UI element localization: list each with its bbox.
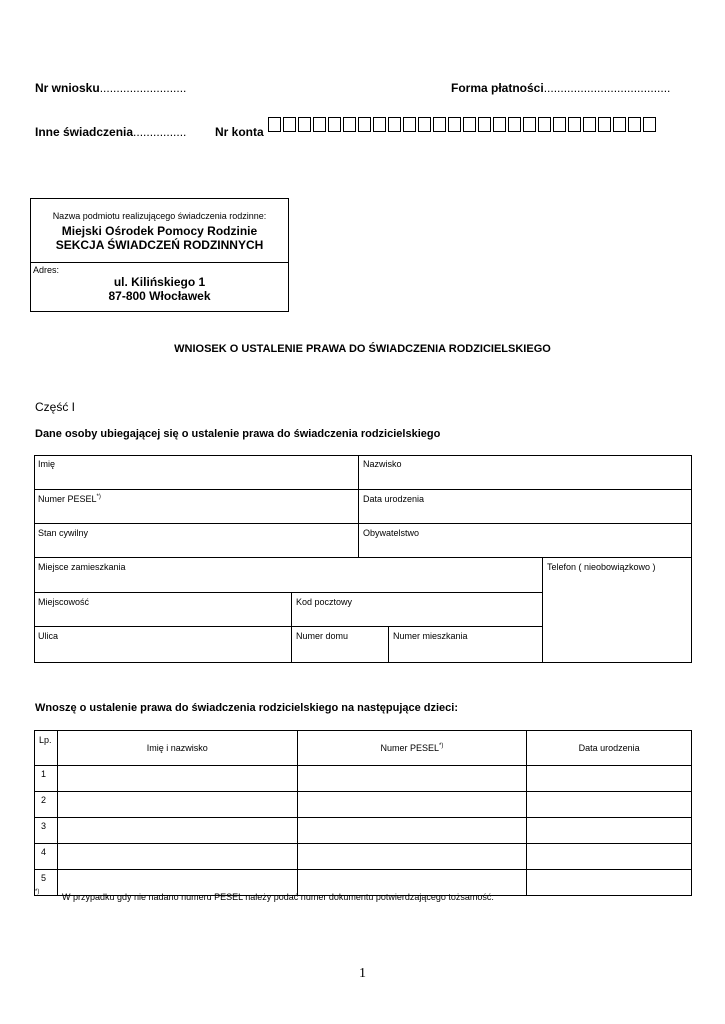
account-digit-box[interactable]	[538, 117, 551, 132]
table-row	[35, 818, 692, 844]
child-name-cell[interactable]	[57, 844, 297, 870]
institution-label: Nazwa podmiotu realizującego świadczenia rodzinne:	[52, 211, 267, 221]
table-row	[35, 792, 692, 818]
account-digit-box[interactable]	[583, 117, 596, 132]
footnote-mark: *)	[35, 889, 40, 895]
institution-address-section	[31, 263, 288, 303]
table-row	[35, 766, 692, 792]
nazwisko-field[interactable]	[358, 455, 692, 490]
part-label: Część I	[35, 400, 76, 414]
account-digit-box[interactable]	[553, 117, 566, 132]
account-digit-box[interactable]	[358, 117, 371, 132]
numer-domu-label: Numer domu	[296, 631, 349, 641]
ulica-label: Ulica	[38, 631, 59, 641]
nr-konta-label: Nr konta	[215, 125, 264, 139]
table-row	[35, 844, 692, 870]
child-birthdate-cell[interactable]	[527, 844, 692, 870]
data-urodzenia-field[interactable]	[358, 489, 692, 524]
account-digit-box[interactable]	[388, 117, 401, 132]
section2-heading: Wnoszę o ustalenie prawa do świadczenia rodzicielskiego na następujące dzieci:	[35, 702, 459, 714]
institution-name-line1: Miejski Ośrodek Pomocy Rodzinie	[61, 224, 258, 238]
account-digit-box[interactable]	[313, 117, 326, 132]
address-label: Adres:	[33, 265, 60, 275]
child-birthdate-cell[interactable]	[527, 792, 692, 818]
form-title: WNIOSEK O USTALENIE PRAWA DO ŚWIADCZENIA RODZICIELSKIEGO	[174, 343, 551, 355]
forma-platnosci-field	[451, 81, 670, 95]
account-digit-box[interactable]	[643, 117, 656, 132]
kod-pocztowy-label: Kod pocztowy	[296, 597, 353, 607]
row-number: 2	[35, 792, 58, 818]
header-pesel-footnote-mark: *)	[439, 743, 444, 749]
row-number: 3	[35, 818, 58, 844]
account-digit-box[interactable]	[283, 117, 296, 132]
header-lp: Lp.	[35, 731, 58, 766]
miejscowosc-label: Miejscowość	[38, 597, 90, 607]
account-digit-box[interactable]	[523, 117, 536, 132]
child-name-cell[interactable]	[57, 792, 297, 818]
nr-wniosku-label: Nr wniosku	[35, 81, 100, 95]
kod-pocztowy-field[interactable]	[291, 592, 542, 627]
account-digit-box[interactable]	[373, 117, 386, 132]
forma-platnosci-dots[interactable]: ......................................	[543, 81, 671, 95]
child-name-cell[interactable]	[57, 766, 297, 792]
account-digit-box[interactable]	[478, 117, 491, 132]
header-data-urodzenia: Data urodzenia	[527, 731, 692, 766]
child-pesel-cell[interactable]	[297, 792, 527, 818]
account-digit-box[interactable]	[343, 117, 356, 132]
stan-cywilny-label: Stan cywilny	[38, 528, 89, 538]
pesel-field[interactable]	[34, 489, 358, 524]
address-line1: ul. Kilińskiego 1	[113, 275, 206, 289]
footnote-text: W przypadku gdy nie nadano numeru PESEL należy podać numer dokumentu potwierdzającego tożsamość.	[62, 892, 494, 902]
children-table-header	[35, 731, 692, 766]
children-table	[34, 730, 692, 896]
account-number-boxes[interactable]	[268, 117, 658, 132]
obywatelstwo-label: Obywatelstwo	[363, 528, 420, 538]
account-digit-box[interactable]	[463, 117, 476, 132]
imie-label: Imię	[38, 459, 56, 469]
obywatelstwo-field[interactable]	[358, 523, 692, 558]
telefon-label: Telefon ( nieobowiązkowo )	[547, 562, 656, 572]
row-number: 1	[35, 766, 58, 792]
child-birthdate-cell[interactable]	[527, 870, 692, 896]
telefon-field[interactable]	[542, 557, 692, 663]
stan-cywilny-field[interactable]	[34, 523, 358, 558]
miejsce-zamieszkania-header	[34, 557, 542, 593]
account-digit-box[interactable]	[418, 117, 431, 132]
account-digit-box[interactable]	[508, 117, 521, 132]
account-digit-box[interactable]	[268, 117, 281, 132]
page-number: 1	[359, 966, 366, 981]
nr-wniosku-dots[interactable]: ..........................	[99, 81, 187, 95]
account-digit-box[interactable]	[628, 117, 641, 132]
inne-swiadczenia-label: Inne świadczenia	[35, 125, 134, 139]
ulica-field[interactable]	[34, 626, 291, 663]
pesel-footnote-mark: *)	[96, 494, 101, 500]
child-birthdate-cell[interactable]	[527, 818, 692, 844]
numer-domu-field[interactable]	[291, 626, 388, 663]
account-digit-box[interactable]	[433, 117, 446, 132]
address-line2: 87-800 Włocławek	[108, 289, 211, 303]
numer-mieszkania-label: Numer mieszkania	[393, 631, 468, 641]
institution-name-line2: SEKCJA ŚWIADCZEŃ RODZINNYCH	[55, 238, 264, 252]
data-urodzenia-label: Data urodzenia	[363, 494, 425, 504]
child-pesel-cell[interactable]	[297, 766, 527, 792]
account-digit-box[interactable]	[598, 117, 611, 132]
child-name-cell[interactable]	[57, 818, 297, 844]
row-number: 4	[35, 844, 58, 870]
numer-mieszkania-field[interactable]	[388, 626, 542, 663]
institution-box	[30, 198, 289, 312]
child-birthdate-cell[interactable]	[527, 766, 692, 792]
child-pesel-cell[interactable]	[297, 844, 527, 870]
account-digit-box[interactable]	[613, 117, 626, 132]
account-digit-box[interactable]	[328, 117, 341, 132]
account-digit-box[interactable]	[448, 117, 461, 132]
header-pesel-label: Numer PESEL	[380, 743, 439, 753]
row-number: 5	[35, 870, 58, 896]
header-pesel	[297, 731, 527, 766]
nazwisko-label: Nazwisko	[363, 459, 402, 469]
header-imie-nazwisko: Imię i nazwisko	[57, 731, 297, 766]
forma-platnosci-label: Forma płatności	[451, 81, 544, 95]
institution-name-section	[31, 199, 288, 263]
inne-swiadczenia-field	[35, 125, 186, 139]
imie-field[interactable]	[34, 455, 358, 490]
section1-heading: Dane osoby ubiegającej się o ustalenie prawa do świadczenia rodzicielskiego	[35, 428, 441, 440]
child-pesel-cell[interactable]	[297, 818, 527, 844]
account-digit-box[interactable]	[568, 117, 581, 132]
account-digit-box[interactable]	[298, 117, 311, 132]
miejsce-zamieszkania-label: Miejsce zamieszkania	[38, 562, 126, 572]
pesel-label: Numer PESEL	[38, 494, 97, 504]
inne-swiadczenia-dots[interactable]: ................	[133, 125, 187, 139]
account-digit-box[interactable]	[493, 117, 506, 132]
miejscowosc-field[interactable]	[34, 592, 291, 627]
account-digit-box[interactable]	[403, 117, 416, 132]
nr-wniosku-field	[35, 81, 186, 95]
